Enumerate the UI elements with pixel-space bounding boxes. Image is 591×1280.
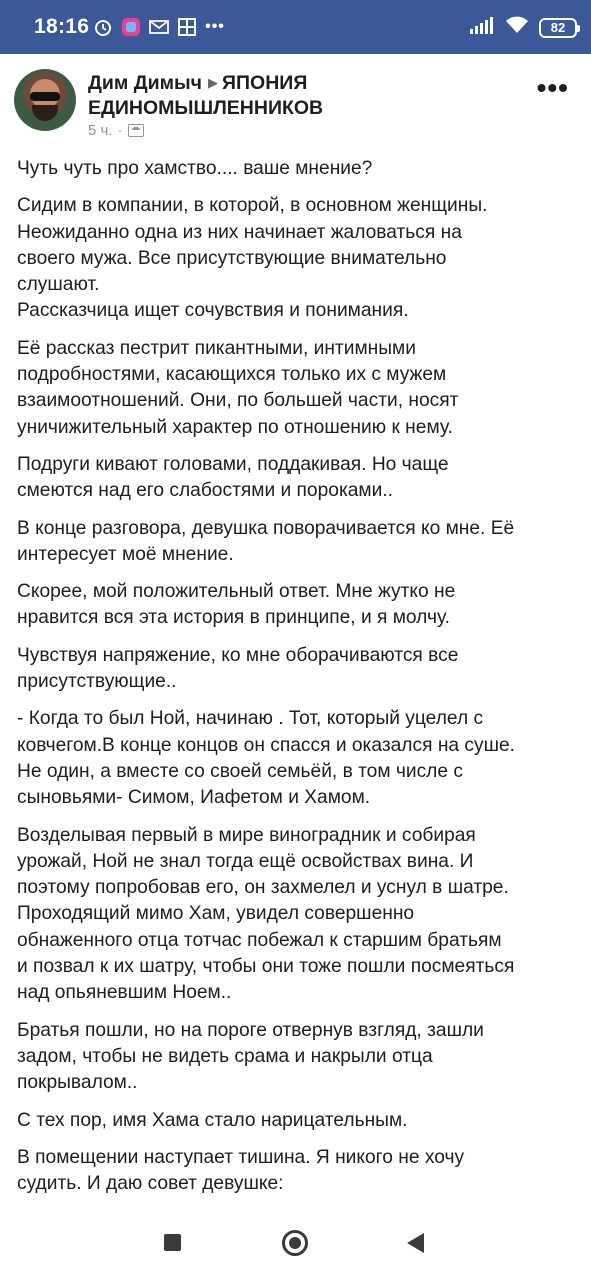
avatar[interactable] (14, 69, 76, 131)
system-icons (469, 16, 577, 39)
post-time[interactable]: 5 ч. (88, 122, 113, 139)
wifi-icon (505, 16, 529, 39)
post-paragraph: В конце разговора, девушка поворачивается ко мне. Её интересует моё мнение. (17, 517, 515, 565)
post-paragraph: Возделывая первый в мире виноградник и собирая урожай, Ной не знал тогда ещё освойствах вина. И поэтому попробовав его, он захмелел и уснул в шатре. Проходящий мимо Хам, увидел совершенно обнаженного отца тотчас побежал к старшим братьям и позвал к их шатру, чтобы они тоже пошли посмеяться над опьяневшим Ноем.. (17, 824, 515, 1004)
uniqlo-icon (176, 16, 198, 38)
post-paragraph: Чувствуя напряжение, ко мне оборачиваются все присутствующие.. (17, 644, 459, 693)
post-body (17, 156, 582, 1208)
home-icon[interactable] (282, 1230, 308, 1256)
more-dots-icon: ••• (205, 18, 225, 35)
post-paragraph: С тех пор, имя Хама стало нарицательным. (17, 1109, 408, 1131)
post-paragraph: Сидим в компании, в которой, в основном женщины. Неожиданно одна из них начинает жаловаться на своего мужа. Все присутствующие внимательно слушают. Рассказчица ищет сочувствия и понимания. (17, 195, 488, 322)
app-icon (120, 16, 142, 38)
group-name[interactable]: ЯПОНИЯ ЕДИНОМЫШЛЕННИКОВ (88, 72, 324, 119)
back-icon[interactable] (407, 1233, 424, 1253)
avatar-beard (32, 105, 58, 121)
battery-icon (539, 18, 577, 38)
author-name[interactable]: Дим Димыч (88, 72, 203, 94)
post-paragraph: Подруги кивают головами, поддакивая. Но чаще смеются над его слабостями и пороками.. (17, 453, 449, 502)
post-paragraph: Скорее, мой положительный ответ. Мне жутко не нравится вся эта история в принципе, и я молчу. (17, 581, 456, 629)
signal-icon (469, 16, 495, 39)
author-line (88, 70, 508, 121)
post-paragraph: Братья пошли, но на пороге отвернув взгляд, зашли задом, чтобы не видеть срама и накрыли отца покрывалом.. (17, 1019, 484, 1094)
post-header (0, 54, 591, 154)
status-time: 18:16 (34, 15, 90, 38)
recents-icon[interactable] (164, 1234, 181, 1251)
notification-icons (92, 16, 226, 38)
arrow-right-icon: ▶ (208, 75, 219, 90)
battery-level: 82 (550, 20, 566, 35)
more-horizontal-icon[interactable]: ••• (536, 72, 569, 103)
post-paragraph: В помещении наступает тишина. Я никого не хочу судить. И даю совет девушке: (17, 1146, 465, 1195)
group-icon (128, 124, 144, 137)
alarm-icon (92, 16, 114, 38)
post-paragraph: Её рассказ пестрит пикантными, интимными подробностями, касающихся только их с мужем взаимоотношений. Они, по большей части, носят уничижительный характер по отношению к нему. (17, 337, 459, 438)
status-bar (0, 0, 591, 54)
post-paragraph: - Когда то был Ной, начинаю . Тот, который уцелел с ковчегом.В конце концов он спасся и оказался на суше. Не один, а вместе со своей семьёй, в том числе с сыновьями- Симом, Иафетом и Хамом. (17, 708, 515, 809)
navigation-bar (0, 1200, 591, 1280)
post-meta (88, 122, 144, 139)
post-paragraph: Чуть чуть про хамство.... ваше мнение? (17, 158, 373, 179)
gmail-icon (148, 16, 170, 38)
meta-separator: · (117, 122, 123, 139)
avatar-glasses (30, 92, 60, 101)
